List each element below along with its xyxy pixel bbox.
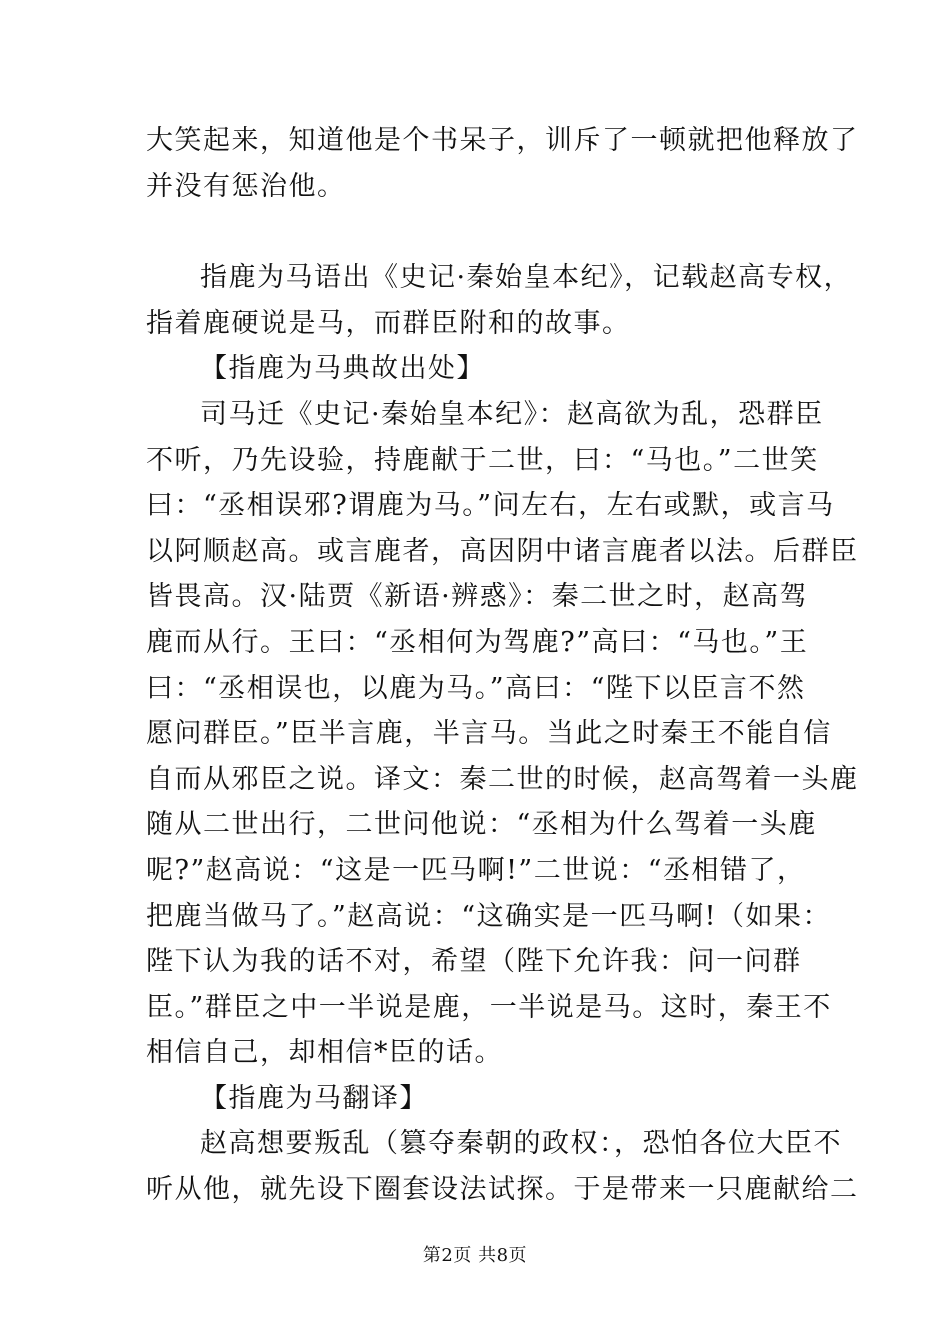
text-line: 鹿而从行。王曰：“丞相何为驾鹿?”高曰：“马也。”王 [146,626,809,658]
text-line: 指着鹿硬说是马，而群臣附和的故事。 [146,307,631,339]
document-body [146,118,859,1213]
text-line: 并没有惩治他。 [146,170,346,202]
paragraph-gap [146,209,816,255]
section-heading-translation: 【指鹿为马翻译】 [200,1082,428,1114]
text-line: 指鹿为马语出《史记·秦始皇本纪》，记载赵高专权， [200,262,853,294]
text-line: 不听，乃先设验，持鹿献于二世，曰：“马也。”二世笑 [146,444,819,476]
text-line: 听从他，就先设下圈套设法试探。于是带来一只鹿献给二 [146,1174,859,1206]
text-line: 曰：“丞相误也，以鹿为马。”高曰：“陛下以臣言不然 [146,672,806,704]
text-line: 陛下认为我的话不对，希望（陛下允许我：问一问群 [146,946,802,978]
text-line: 相信自己，却相信*臣的话。 [146,1037,503,1069]
text-line: 随从二世出行，二世问他说：“丞相为什么驾着一头鹿 [146,809,817,841]
page-number-footer: 第2页 共8页 [422,1245,528,1266]
text-line: 赵高想要叛乱（篡夺秦朝的政权：，恐怕各位大臣不 [200,1128,842,1160]
text-line: 臣。”群臣之中一半说是鹿，一半说是马。这时，秦王不 [146,991,832,1023]
text-line: 把鹿当做马了。”赵高说：“这确实是一匹马啊!（如果： [146,900,831,932]
text-line: 司马迁《史记·秦始皇本纪》：赵高欲为乱，恐群臣 [200,398,824,430]
text-line: 大笑起来，知道他是个书呆子，训斥了一顿就把他释放了 [146,125,859,156]
text-line: 自而从邪臣之说。译文：秦二世的时候，赵高驾着一头鹿 [146,763,859,795]
text-line: 呢?”赵高说：“这是一匹马啊!”二世说：“丞相错了， [146,854,806,886]
text-line: 以阿顺赵高。或言鹿者，高因阴中诸言鹿者以法。后群臣 [146,535,859,567]
text-line: 愿问群臣。”臣半言鹿，半言马。当此之时秦王不能自信 [146,718,832,750]
text-line: 曰：“丞相误邪?谓鹿为马。”问左右，左右或默，或言马 [146,490,835,522]
section-heading-source: 【指鹿为马典故出处】 [200,353,485,385]
text-line: 皆畏高。汉·陆贾《新语·辨惑》：秦二世之时，赵高驾 [146,581,809,613]
